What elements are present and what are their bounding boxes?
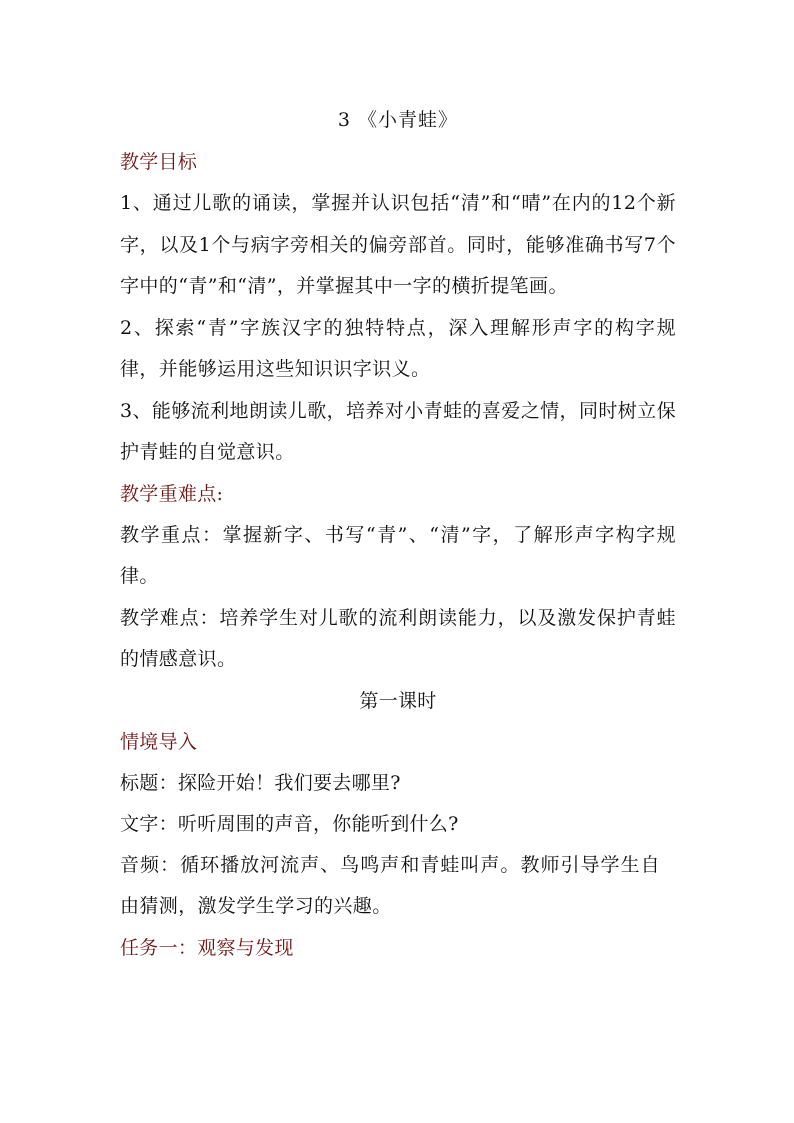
lesson-one-heading: 第一课时 bbox=[359, 689, 437, 712]
key-point-paragraph: 教学重点：掌握新字、书写“青”、“清”字，了解形声字构字规律。 bbox=[120, 523, 676, 587]
task-one-heading: 任务一：观察与发现 bbox=[120, 936, 294, 959]
goal-2-paragraph: 2、探索“青”字族汉字的独特特点，深入理解形声字的构字规律，并能够运用这些知识识字识义。 bbox=[120, 316, 676, 380]
intro-text-line: 文字：听听周围的声音，你能听到什么? bbox=[120, 812, 459, 835]
intro-title-line: 标题：探险开始！我们要去哪里? bbox=[120, 771, 401, 794]
document-page bbox=[120, 100, 676, 969]
goals-heading: 教学目标 bbox=[120, 151, 198, 173]
intro-audio-paragraph: 音频：循环播放河流声、鸟鸣声和青蛙叫声。教师引导学生自由猜测，激发学生学习的兴趣。 bbox=[120, 853, 660, 917]
intro-heading: 情境导入 bbox=[120, 730, 198, 753]
difficult-point-paragraph: 教学难点：培养学生对儿歌的流利朗读能力，以及激发保护青蛙的情感意识。 bbox=[120, 606, 676, 670]
key-points-heading: 教学重难点: bbox=[120, 482, 224, 505]
goal-1-paragraph: 1、通过儿歌的诵读，掌握并认识包括“清”和“晴”在内的12个新字，以及1个与病字旁相关的偏旁部首。同时，能够准确书写7个字中的“青”和“清”，并掌握其中一字的横折提笔画。 bbox=[120, 192, 676, 297]
goal-3-paragraph: 3、能够流利地朗读儿歌，培养对小青蛙的喜爱之情，同时树立保护青蛙的自觉意识。 bbox=[120, 399, 676, 463]
document-title: 3 《小青蛙》 bbox=[337, 109, 459, 131]
